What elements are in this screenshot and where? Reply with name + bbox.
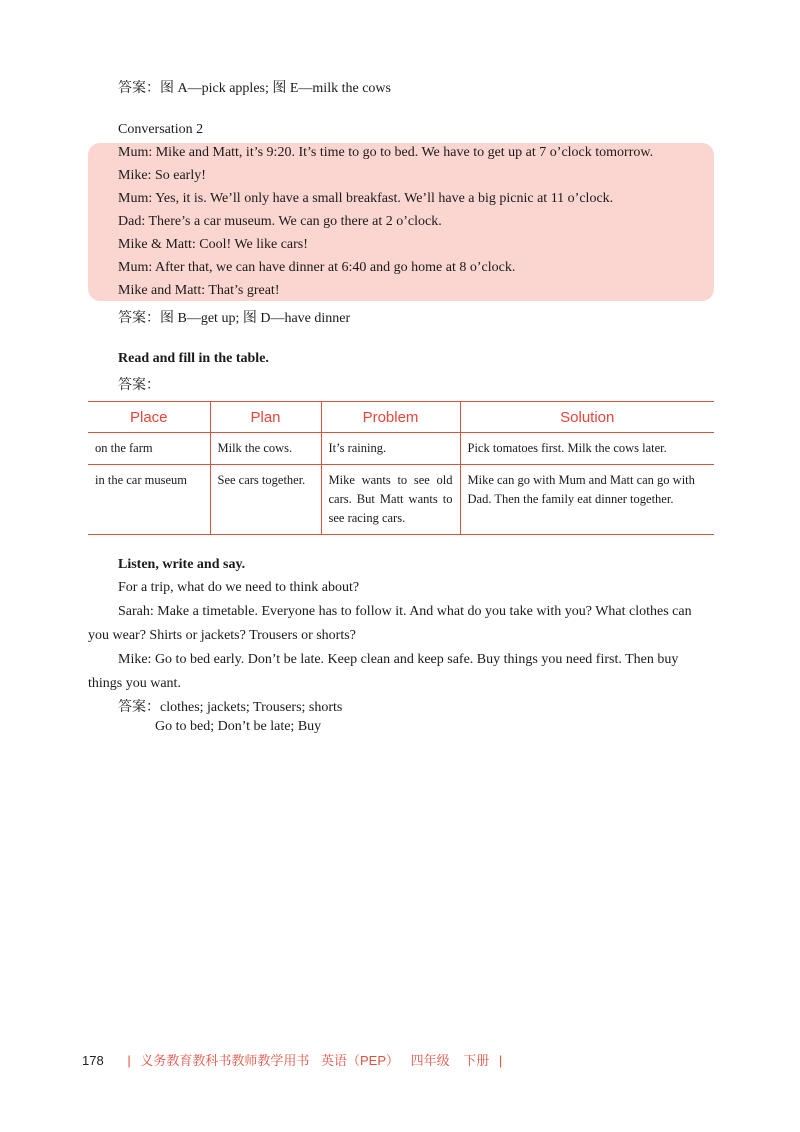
conversation-line: Dad: There’s a car museum. We can go there at 2 o’clock. [118, 214, 442, 229]
listen-intro: For a trip, what do we need to think about? [118, 580, 360, 595]
conversation-title: Conversation 2 [118, 122, 204, 137]
answer-line-1: 答案：图 A—pick apples; 图 E—milk the cows [118, 81, 391, 96]
mike-paragraph: Mike: Go to bed early. Don’t be late. Keep clean and keep safe. Buy things you need first. Then buy things you want. [88, 652, 679, 691]
conversation-line: Mike: So early! [118, 168, 206, 183]
footer-separator-end: | [498, 1053, 503, 1068]
listen-answer-1: 答案：clothes; jackets; Trousers; shorts [118, 700, 343, 715]
cell-plan: Milk the cows. [210, 433, 321, 465]
footer-grade: 四年级 [410, 1053, 450, 1068]
cell-problem: It’s raining. [321, 433, 460, 465]
section-heading-listen: Listen, write and say. [118, 557, 246, 572]
cell-plan: See cars together. [210, 465, 321, 535]
cell-problem: Mike wants to see old cars. But Matt wants to see racing cars. [321, 465, 460, 535]
answer-line-2: 答案：图 B—get up; 图 D—have dinner [118, 311, 351, 326]
page-footer [82, 1050, 508, 1069]
table-header-row [88, 402, 714, 433]
cell-place: in the car museum [88, 465, 210, 535]
cell-solution: Mike can go with Mum and Matt can go with Dad. Then the family eat dinner together. [460, 465, 714, 535]
listen-answer-2: Go to bed; Don’t be late; Buy [155, 719, 322, 734]
conversation-line: Mike and Matt: That’s great! [118, 283, 280, 298]
answer-label: 答案： [118, 378, 160, 393]
footer-book-title: 义务教育教科书教师教学用书 [140, 1053, 310, 1068]
cell-place: on the farm [88, 433, 210, 465]
header-problem: Problem [321, 402, 460, 433]
conversation-line: Mike & Matt: Cool! We like cars! [118, 237, 308, 252]
cell-solution: Pick tomatoes first. Milk the cows later. [460, 433, 714, 465]
conversation-line: Mum: After that, we can have dinner at 6:40 and go home at 8 o’clock. [118, 260, 516, 275]
conversation-line: Mum: Mike and Matt, it’s 9:20. It’s time to go to bed. We have to get up at 7 o’clock tomorrow. [118, 145, 654, 160]
footer-volume: 下册 [463, 1053, 490, 1068]
table-row [88, 433, 714, 465]
header-place: Place [88, 402, 210, 433]
table-row [88, 465, 714, 535]
footer-separator: | [127, 1053, 131, 1068]
page-number: 178 [82, 1053, 104, 1068]
header-plan: Plan [210, 402, 321, 433]
fill-table [88, 401, 714, 535]
header-solution: Solution [460, 402, 714, 433]
sarah-paragraph: Sarah: Make a timetable. Everyone has to follow it. And what do you take with you? What clothes can you wear? Shirts or jackets? Trousers or shorts? [88, 604, 692, 643]
conversation-line: Mum: Yes, it is. We’ll only have a small breakfast. We’ll have a big picnic at 11 o’clock. [118, 191, 614, 206]
section-heading-read: Read and fill in the table. [118, 351, 269, 366]
footer-subject: 英语（PEP） [320, 1053, 399, 1068]
